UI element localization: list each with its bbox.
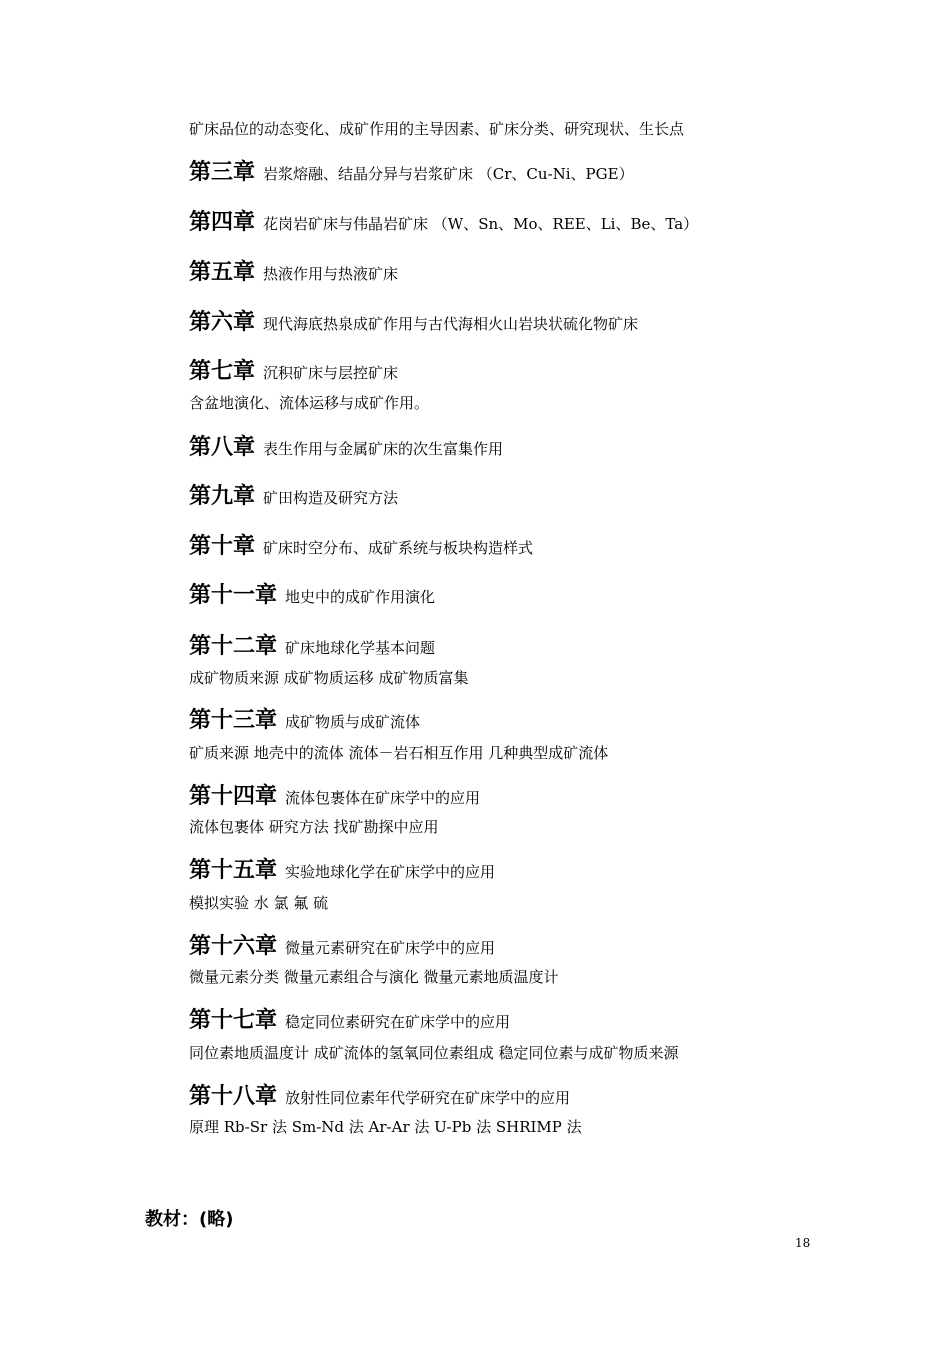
chapter-title: 表生作用与金属矿床的次生富集作用 xyxy=(263,440,504,458)
chapter-7-heading xyxy=(189,354,398,385)
chapter-10-heading xyxy=(189,529,533,560)
chapter-title: 地史中的成矿作用演化 xyxy=(285,588,436,606)
chapter-12-heading xyxy=(189,629,435,660)
chapter-label: 第七章 xyxy=(189,359,256,384)
chapter-14-topics: 流体包裹体 研究方法 找矿勘探中应用 xyxy=(189,818,439,836)
chapter-title: 花岗岩矿床与伟晶岩矿床 （W、Sn、Mo、REE、Li、Be、Ta） xyxy=(263,215,699,233)
chapter-12-topics: 成矿物质来源 成矿物质运移 成矿物质富集 xyxy=(189,669,469,687)
chapter-label: 第六章 xyxy=(189,310,256,335)
chapter-title: 矿床地球化学基本问题 xyxy=(285,639,436,657)
chapter-17-topics: 同位素地质温度计 成矿流体的氢氧同位素组成 稳定同位素与成矿物质来源 xyxy=(189,1044,679,1062)
chapter-11-heading xyxy=(189,578,435,609)
intro-text: 矿床品位的动态变化、成矿作用的主导因素、矿床分类、研究现状、生长点 xyxy=(189,120,685,138)
chapter-label: 第三章 xyxy=(189,160,256,185)
chapter-18-topics: 原理 Rb-Sr 法 Sm-Nd 法 Ar-Ar 法 U-Pb 法 SHRIMP 法 xyxy=(189,1118,582,1136)
chapter-title: 矿床时空分布、成矿系统与板块构造样式 xyxy=(263,539,534,557)
chapter-5-heading xyxy=(189,255,398,286)
chapter-title: 实验地球化学在矿床学中的应用 xyxy=(285,863,496,881)
chapter-label: 第十二章 xyxy=(189,634,278,659)
chapter-label: 第十七章 xyxy=(189,1008,278,1033)
chapter-8-heading xyxy=(189,430,503,461)
textbook-note: 教材：(略) xyxy=(145,1209,234,1230)
chapter-17-heading xyxy=(189,1003,510,1034)
chapter-title: 稳定同位素研究在矿床学中的应用 xyxy=(285,1013,511,1031)
chapter-9-heading xyxy=(189,479,398,510)
chapter-label: 第八章 xyxy=(189,435,256,460)
chapter-label: 第十四章 xyxy=(189,784,278,809)
chapter-label: 第十章 xyxy=(189,534,256,559)
chapter-13-topics: 矿质来源 地壳中的流体 流体－岩石相互作用 几种典型成矿流体 xyxy=(189,744,609,762)
chapter-label: 第十三章 xyxy=(189,708,278,733)
chapter-title: 微量元素研究在矿床学中的应用 xyxy=(285,939,496,957)
chapter-label: 第四章 xyxy=(189,210,256,235)
chapter-6-heading xyxy=(189,305,638,336)
chapter-13-heading xyxy=(189,703,420,734)
chapter-4-heading xyxy=(189,205,698,236)
chapter-title: 矿田构造及研究方法 xyxy=(263,489,399,507)
chapter-label: 第十一章 xyxy=(189,583,278,608)
chapter-label: 第十六章 xyxy=(189,934,278,959)
chapter-7-topics: 含盆地演化、流体运移与成矿作用。 xyxy=(189,394,430,412)
chapter-title: 岩浆熔融、结晶分异与岩浆矿床 （Cr、Cu-Ni、PGE） xyxy=(263,165,634,183)
page-number: 18 xyxy=(795,1236,811,1250)
chapter-title: 流体包裹体在矿床学中的应用 xyxy=(285,789,481,807)
chapter-3-heading xyxy=(189,155,634,186)
chapter-14-heading xyxy=(189,779,480,810)
chapter-16-heading xyxy=(189,929,495,960)
chapter-15-topics: 模拟实验 水 氯 氟 硫 xyxy=(189,894,329,912)
chapter-label: 第十五章 xyxy=(189,858,278,883)
chapter-label: 第十八章 xyxy=(189,1084,278,1109)
chapter-16-topics: 微量元素分类 微量元素组合与演化 微量元素地质温度计 xyxy=(189,968,559,986)
chapter-15-heading xyxy=(189,853,495,884)
chapter-title: 放射性同位素年代学研究在矿床学中的应用 xyxy=(285,1089,571,1107)
chapter-label: 第九章 xyxy=(189,484,256,509)
chapter-title: 现代海底热泉成矿作用与古代海相火山岩块状硫化物矿床 xyxy=(263,315,639,333)
chapter-label: 第五章 xyxy=(189,260,256,285)
chapter-title: 沉积矿床与层控矿床 xyxy=(263,364,399,382)
chapter-title: 热液作用与热液矿床 xyxy=(263,265,399,283)
chapter-18-heading xyxy=(189,1079,570,1110)
chapter-title: 成矿物质与成矿流体 xyxy=(285,713,421,731)
